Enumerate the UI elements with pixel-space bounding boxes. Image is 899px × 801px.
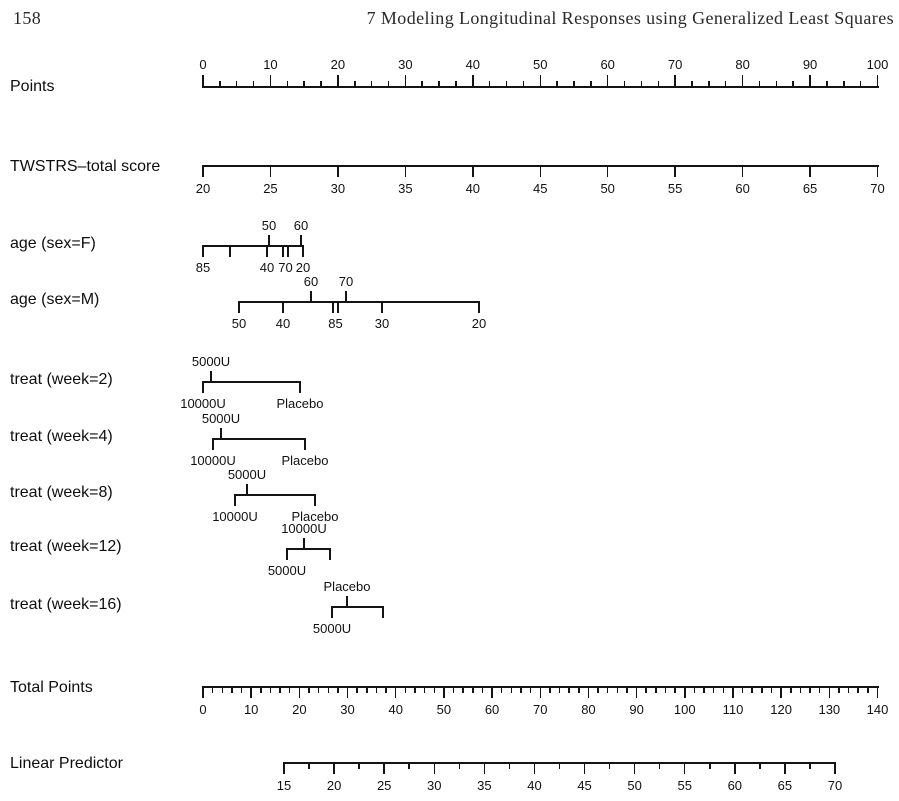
twstrs-tick-label-25: 25 bbox=[263, 181, 278, 196]
lp-tick-label-45: 45 bbox=[577, 778, 592, 793]
points-minor-tick bbox=[826, 81, 828, 87]
age_m-label-above: 70 bbox=[338, 274, 354, 289]
points-minor-tick bbox=[843, 81, 845, 87]
total-minor-tick bbox=[337, 687, 339, 693]
age_m-tick-down bbox=[478, 302, 480, 313]
age_m-tick-down bbox=[332, 302, 334, 313]
total-minor-tick bbox=[607, 687, 609, 693]
axis-label-treat-week-12: treat (week=12) bbox=[10, 538, 122, 555]
total-minor-tick bbox=[530, 687, 532, 693]
twstrs-tick-label-35: 35 bbox=[398, 181, 413, 196]
age_f-label-below: 20 bbox=[295, 260, 311, 275]
age_m-label-below: 40 bbox=[275, 316, 291, 331]
twstrs-tick-45 bbox=[540, 166, 542, 177]
twstrs-tick-label-70: 70 bbox=[870, 181, 885, 196]
lp-tick-15 bbox=[283, 763, 285, 774]
total-minor-tick bbox=[414, 687, 416, 693]
lp-tick-25 bbox=[383, 763, 385, 774]
week12-label-above: 10000U bbox=[281, 521, 327, 536]
total-minor-tick bbox=[713, 687, 715, 693]
twstrs-tick-label-30: 30 bbox=[330, 181, 346, 196]
week12-axis-line bbox=[286, 548, 331, 550]
total-tick-label-130: 130 bbox=[818, 702, 841, 717]
axis-label-treat-week-4: treat (week=4) bbox=[10, 428, 113, 445]
total-minor-tick bbox=[838, 687, 840, 693]
total-minor-tick bbox=[434, 687, 436, 693]
total-tick-label-30: 30 bbox=[340, 702, 355, 717]
age_m-label-below: 85 bbox=[328, 316, 343, 331]
lp-tick-label-20: 20 bbox=[326, 778, 342, 793]
total-minor-tick bbox=[665, 687, 667, 693]
age_f-tick-up bbox=[268, 235, 270, 246]
week8-label-below: 10000U bbox=[212, 509, 258, 524]
week4-label-above: 5000U bbox=[201, 411, 241, 426]
age_f-tick-down bbox=[202, 246, 204, 257]
total-minor-tick bbox=[568, 687, 570, 693]
total-minor-tick bbox=[482, 687, 484, 693]
total-minor-tick bbox=[376, 687, 378, 693]
points-tick-label-50: 50 bbox=[533, 57, 548, 72]
points-tick-0 bbox=[202, 75, 204, 87]
points-tick-70 bbox=[674, 75, 676, 87]
total-minor-tick bbox=[520, 687, 522, 693]
axis-label-age-sex-m: age (sex=M) bbox=[10, 291, 100, 308]
page-number: 158 bbox=[13, 8, 42, 28]
points-minor-tick bbox=[691, 81, 693, 87]
twstrs-tick-label-45: 45 bbox=[533, 181, 548, 196]
total-tick-30 bbox=[347, 687, 349, 698]
points-minor-tick bbox=[219, 81, 221, 87]
total-tick-90 bbox=[636, 687, 638, 698]
total-minor-tick bbox=[231, 687, 233, 693]
lp-tick-40 bbox=[534, 763, 536, 774]
twstrs-tick-label-65: 65 bbox=[802, 181, 818, 196]
age_m-label-below: 30 bbox=[374, 316, 390, 331]
total-minor-tick bbox=[771, 687, 773, 693]
axis-label-total-points: Total Points bbox=[10, 679, 93, 696]
week4-tick-down bbox=[304, 439, 306, 450]
twstrs-tick-35 bbox=[405, 166, 407, 177]
week12-tick-down bbox=[329, 549, 331, 560]
lp-minor-tick bbox=[459, 763, 461, 769]
total-minor-tick bbox=[655, 687, 657, 693]
total-tick-50 bbox=[443, 687, 445, 698]
lp-minor-tick bbox=[358, 763, 360, 769]
total-minor-tick bbox=[694, 687, 696, 693]
total-tick-label-0: 0 bbox=[199, 702, 207, 717]
lp-tick-60 bbox=[734, 763, 736, 774]
lp-minor-tick bbox=[609, 763, 611, 769]
total-minor-tick bbox=[559, 687, 561, 693]
total-tick-130 bbox=[829, 687, 831, 698]
points-minor-tick bbox=[658, 81, 660, 87]
week4-tick-down bbox=[212, 439, 214, 450]
age_m-tick-up bbox=[345, 291, 347, 302]
age_f-label-above: 50 bbox=[261, 218, 277, 233]
age_m-label-below: 50 bbox=[231, 316, 247, 331]
total-tick-label-50: 50 bbox=[436, 702, 452, 717]
week16-label-above: Placebo bbox=[323, 579, 371, 594]
lp-tick-label-55: 55 bbox=[677, 778, 692, 793]
lp-minor-tick bbox=[809, 763, 811, 769]
week4-label-below: 10000U bbox=[190, 453, 236, 468]
twstrs-tick-20 bbox=[202, 166, 204, 177]
points-tick-50 bbox=[540, 75, 542, 87]
total-minor-tick bbox=[501, 687, 503, 693]
age_f-label-below: 70 bbox=[278, 260, 293, 275]
week12-label-below: 5000U bbox=[267, 563, 307, 578]
total-minor-tick bbox=[617, 687, 619, 693]
lp-minor-tick bbox=[509, 763, 511, 769]
total-tick-label-110: 110 bbox=[722, 702, 744, 717]
total-minor-tick bbox=[472, 687, 474, 693]
points-minor-tick bbox=[776, 81, 778, 87]
total-tick-20 bbox=[299, 687, 301, 698]
age_m-label-below: 20 bbox=[471, 316, 487, 331]
twstrs-tick-30 bbox=[337, 166, 339, 177]
total-tick-60 bbox=[491, 687, 493, 698]
chapter-header: 7 Modeling Longitudinal Responses using Generalized Least Squares bbox=[366, 8, 894, 28]
points-minor-tick bbox=[624, 81, 626, 87]
total-minor-tick bbox=[597, 687, 599, 693]
axis-label-treat-week-8: treat (week=8) bbox=[10, 484, 113, 501]
total-minor-tick bbox=[848, 687, 850, 693]
points-tick-label-100: 100 bbox=[866, 57, 889, 72]
week8-tick-up bbox=[246, 484, 248, 495]
points-minor-tick bbox=[287, 81, 289, 87]
points-tick-label-90: 90 bbox=[802, 57, 818, 72]
lp-tick-label-15: 15 bbox=[276, 778, 292, 793]
total-minor-tick bbox=[222, 687, 224, 693]
axis-label-age-sex-f: age (sex=F) bbox=[10, 235, 96, 252]
total-minor-tick bbox=[289, 687, 291, 693]
total-minor-tick bbox=[308, 687, 310, 693]
age_m-axis-line bbox=[238, 301, 480, 303]
total-tick-10 bbox=[250, 687, 252, 698]
total-minor-tick bbox=[260, 687, 262, 693]
total-tick-label-60: 60 bbox=[484, 702, 500, 717]
twstrs-tick-70 bbox=[877, 166, 879, 177]
total-tick-40 bbox=[395, 687, 397, 698]
lp-tick-50 bbox=[634, 763, 636, 774]
total-tick-100 bbox=[684, 687, 686, 698]
total-minor-tick bbox=[405, 687, 407, 693]
points-tick-90 bbox=[809, 75, 811, 87]
lp-tick-55 bbox=[684, 763, 686, 774]
week2-tick-up bbox=[210, 371, 212, 382]
lp-tick-label-65: 65 bbox=[777, 778, 793, 793]
total-minor-tick bbox=[318, 687, 320, 693]
points-minor-tick bbox=[590, 81, 592, 87]
total-minor-tick bbox=[790, 687, 792, 693]
points-tick-label-60: 60 bbox=[600, 57, 615, 72]
total-minor-tick bbox=[424, 687, 426, 693]
total-minor-tick bbox=[279, 687, 281, 693]
points-tick-label-40: 40 bbox=[465, 57, 481, 72]
points-minor-tick bbox=[641, 81, 643, 87]
points-minor-tick bbox=[556, 81, 558, 87]
lp-tick-label-50: 50 bbox=[627, 778, 642, 793]
week8-label-above: 5000U bbox=[227, 467, 267, 482]
week16-tick-up bbox=[346, 596, 348, 607]
week8-label-below: Placebo bbox=[291, 509, 339, 524]
twstrs-tick-25 bbox=[270, 166, 272, 177]
age_f-label-below: 40 bbox=[259, 260, 275, 275]
twstrs-tick-label-20: 20 bbox=[195, 181, 211, 196]
week8-tick-down bbox=[234, 495, 236, 506]
total-tick-120 bbox=[780, 687, 782, 698]
week4-label-below: Placebo bbox=[281, 453, 329, 468]
week16-label-below: 5000U bbox=[312, 621, 352, 636]
total-minor-tick bbox=[328, 687, 330, 693]
points-minor-tick bbox=[354, 81, 356, 87]
total-minor-tick bbox=[366, 687, 368, 693]
total-tick-label-90: 90 bbox=[629, 702, 644, 717]
total-minor-tick bbox=[819, 687, 821, 693]
week2-label-above: 5000U bbox=[191, 354, 231, 369]
lp-tick-label-40: 40 bbox=[527, 778, 542, 793]
lp-minor-tick bbox=[759, 763, 761, 769]
lp-minor-tick bbox=[659, 763, 661, 769]
age_m-tick-up bbox=[310, 291, 312, 302]
week4-axis-line bbox=[212, 438, 306, 440]
points-minor-tick bbox=[708, 81, 710, 87]
week2-axis-line bbox=[202, 381, 301, 383]
age_m-tick-down bbox=[238, 302, 240, 313]
total-tick-label-20: 20 bbox=[292, 702, 307, 717]
points-minor-tick bbox=[523, 81, 525, 87]
total-tick-110 bbox=[732, 687, 734, 698]
points-minor-tick bbox=[438, 81, 440, 87]
age_f-label-below: 85 bbox=[195, 260, 211, 275]
total-minor-tick bbox=[761, 687, 763, 693]
twstrs-tick-65 bbox=[809, 166, 811, 177]
twstrs-tick-50 bbox=[607, 166, 609, 177]
points-minor-tick bbox=[388, 81, 390, 87]
points-tick-40 bbox=[472, 75, 474, 87]
total-minor-tick bbox=[857, 687, 859, 693]
points-tick-20 bbox=[337, 75, 339, 87]
total-tick-label-140: 140 bbox=[866, 702, 889, 717]
total-tick-70 bbox=[540, 687, 542, 698]
week12-tick-up bbox=[303, 538, 305, 549]
axis-label-points: Points bbox=[10, 78, 55, 95]
lp-tick-20 bbox=[333, 763, 335, 774]
points-tick-label-80: 80 bbox=[735, 57, 750, 72]
week8-tick-down bbox=[314, 495, 316, 506]
total-tick-80 bbox=[588, 687, 590, 698]
points-minor-tick bbox=[725, 81, 727, 87]
total-minor-tick bbox=[270, 687, 272, 693]
week2-tick-down bbox=[202, 382, 204, 393]
lp-tick-65 bbox=[784, 763, 786, 774]
total-minor-tick bbox=[626, 687, 628, 693]
week12-tick-down bbox=[286, 549, 288, 560]
total-tick-label-70: 70 bbox=[533, 702, 548, 717]
points-tick-60 bbox=[607, 75, 609, 87]
total-tick-label-120: 120 bbox=[770, 702, 792, 717]
total-minor-tick bbox=[356, 687, 358, 693]
lp-tick-label-25: 25 bbox=[376, 778, 392, 793]
axis-label-treat-week-2: treat (week=2) bbox=[10, 371, 113, 388]
age_f-tick-down bbox=[229, 246, 231, 257]
age_m-tick-down bbox=[282, 302, 284, 313]
week2-label-below: 10000U bbox=[180, 396, 226, 411]
points-minor-tick bbox=[253, 81, 255, 87]
points-minor-tick bbox=[455, 81, 457, 87]
points-minor-tick bbox=[236, 81, 238, 87]
points-minor-tick bbox=[489, 81, 491, 87]
lp-minor-tick bbox=[308, 763, 310, 769]
points-tick-10 bbox=[270, 75, 272, 87]
total-tick-label-100: 100 bbox=[673, 702, 696, 717]
twstrs-tick-label-40: 40 bbox=[465, 181, 481, 196]
twstrs-tick-40 bbox=[472, 166, 474, 177]
lp-tick-label-60: 60 bbox=[727, 778, 743, 793]
total-minor-tick bbox=[241, 687, 243, 693]
lp-minor-tick bbox=[709, 763, 711, 769]
points-minor-tick bbox=[320, 81, 322, 87]
total-minor-tick bbox=[645, 687, 647, 693]
lp-tick-label-30: 30 bbox=[427, 778, 442, 793]
axis-label-twstrs-total-score: TWSTRS–total score bbox=[10, 158, 161, 175]
twstrs-tick-60 bbox=[742, 166, 744, 177]
points-tick-80 bbox=[742, 75, 744, 87]
lp-minor-tick bbox=[408, 763, 410, 769]
axis-label-linear-predictor: Linear Predictor bbox=[10, 755, 123, 772]
twstrs-tick-label-60: 60 bbox=[735, 181, 750, 196]
points-tick-label-0: 0 bbox=[199, 57, 207, 72]
total-minor-tick bbox=[578, 687, 580, 693]
total-minor-tick bbox=[385, 687, 387, 693]
age_f-label-above: 60 bbox=[293, 218, 309, 233]
total-minor-tick bbox=[800, 687, 802, 693]
age_m-tick-down bbox=[381, 302, 383, 313]
age_m-tick-down bbox=[337, 302, 339, 313]
lp-tick-30 bbox=[434, 763, 436, 774]
points-minor-tick bbox=[792, 81, 794, 87]
week2-tick-down bbox=[299, 382, 301, 393]
total-tick-0 bbox=[202, 687, 204, 698]
lp-tick-label-70: 70 bbox=[827, 778, 843, 793]
total-tick-label-10: 10 bbox=[243, 702, 259, 717]
total-minor-tick bbox=[212, 687, 214, 693]
points-tick-label-10: 10 bbox=[263, 57, 278, 72]
total-minor-tick bbox=[723, 687, 725, 693]
points-minor-tick bbox=[421, 81, 423, 87]
points-tick-label-30: 30 bbox=[398, 57, 413, 72]
week4-tick-up bbox=[220, 428, 222, 439]
total-minor-tick bbox=[453, 687, 455, 693]
week2-label-below: Placebo bbox=[276, 396, 324, 411]
total-tick-label-80: 80 bbox=[581, 702, 596, 717]
lp-tick-45 bbox=[584, 763, 586, 774]
total-minor-tick bbox=[809, 687, 811, 693]
twstrs-tick-55 bbox=[674, 166, 676, 177]
total-minor-tick bbox=[867, 687, 869, 693]
points-minor-tick bbox=[860, 81, 862, 87]
age_m-label-above: 60 bbox=[303, 274, 319, 289]
total-minor-tick bbox=[549, 687, 551, 693]
axis-label-treat-week-16: treat (week=16) bbox=[10, 596, 122, 613]
total-minor-tick bbox=[674, 687, 676, 693]
total-tick-label-40: 40 bbox=[388, 702, 403, 717]
lp-minor-tick bbox=[559, 763, 561, 769]
points-tick-30 bbox=[405, 75, 407, 87]
points-tick-label-20: 20 bbox=[330, 57, 346, 72]
twstrs-tick-label-55: 55 bbox=[667, 181, 683, 196]
age_f-tick-down bbox=[302, 246, 304, 257]
lp-tick-label-35: 35 bbox=[477, 778, 492, 793]
points-minor-tick bbox=[506, 81, 508, 87]
twstrs-tick-label-50: 50 bbox=[600, 181, 615, 196]
points-minor-tick bbox=[573, 81, 575, 87]
week16-axis-line bbox=[331, 606, 384, 608]
total-minor-tick bbox=[751, 687, 753, 693]
total-minor-tick bbox=[742, 687, 744, 693]
total-minor-tick bbox=[462, 687, 464, 693]
age_f-tick-down bbox=[287, 246, 289, 257]
age_f-tick-down bbox=[266, 246, 268, 257]
points-minor-tick bbox=[371, 81, 373, 87]
points-minor-tick bbox=[759, 81, 761, 87]
lp-tick-35 bbox=[484, 763, 486, 774]
week16-tick-down bbox=[331, 607, 333, 618]
total-minor-tick bbox=[703, 687, 705, 693]
points-minor-tick bbox=[303, 81, 305, 87]
week16-tick-down bbox=[382, 607, 384, 618]
total-minor-tick bbox=[511, 687, 513, 693]
age_f-tick-down bbox=[282, 246, 284, 257]
points-tick-label-70: 70 bbox=[667, 57, 683, 72]
total-tick-140 bbox=[877, 687, 879, 698]
points-tick-100 bbox=[877, 75, 879, 87]
lp-tick-70 bbox=[834, 763, 836, 774]
age_f-tick-up bbox=[300, 235, 302, 246]
